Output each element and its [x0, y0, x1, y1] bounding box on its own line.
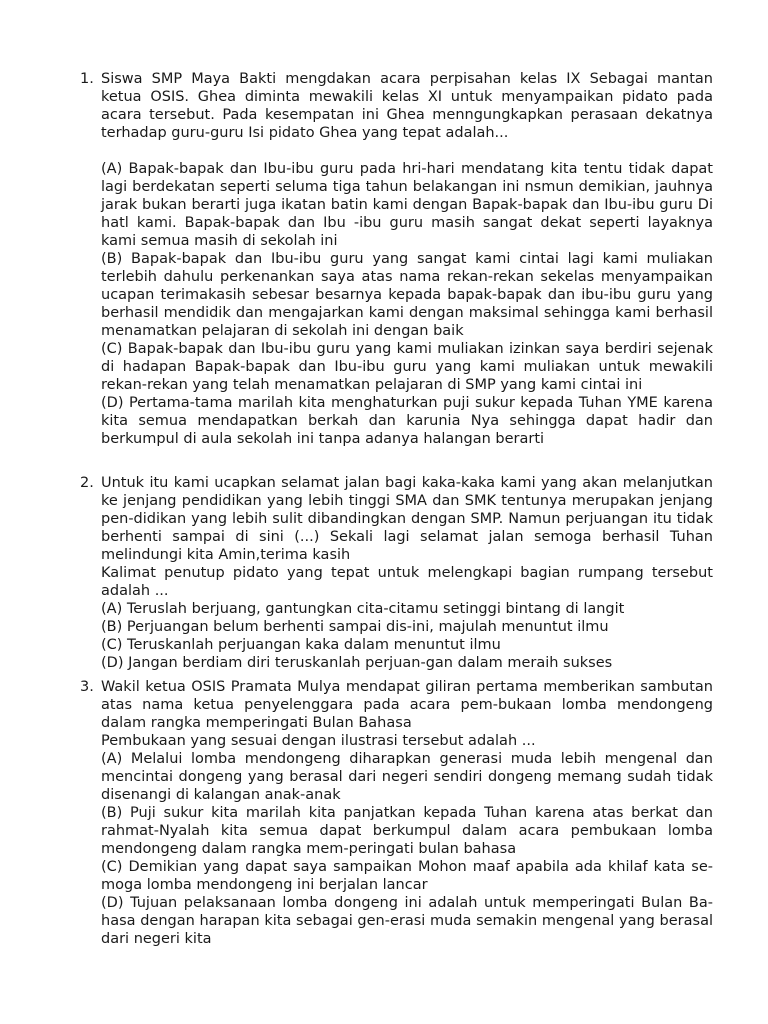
question-number: 1.: [80, 71, 94, 87]
question-number: 2.: [80, 475, 94, 491]
option-d: (D) Pertama-tama marilah kita menghaturkan puji sukur kepada Tuhan YME karena kita semua mendapatkan berkah dan karunia Nya sehingga dapat hadir dan berkumpul di aula sekolah ini tanpa adanya halangan berarti: [101, 395, 713, 447]
option-a: (A) Teruslah berjuang, gantungkan cita-citamu setinggi bintang di langit: [101, 601, 625, 617]
option-c: (C) Bapak-bapak dan Ibu-ibu guru yang kami muliakan izinkan saya berdiri sejenak di hadapan Bapak-bapak dan Ibu-ibu guru yang kami muliakan untuk mewakili rekan-rekan yang telah menamatkan pelajaran di SMP yang kami cintai ini: [101, 341, 713, 393]
question-stem: Untuk itu kami ucapkan selamat jalan bagi kaka-kaka kami yang akan melanjutkan ke jenjang pendidikan yang lebih tinggi SMA dan SMK tentunya merupakan jenjang pen-didikan yang lebih sulit dibandingkan dengan SMP. Namun perjuangan itu tidak berhenti sampai di sini (...) Sekali lagi selamat jalan semoga berhasil Tuhan melindungi kita Amin,terima kasih: [101, 475, 713, 563]
question-body: [101, 70, 713, 448]
question-body: [101, 474, 713, 672]
question-body: [101, 678, 713, 948]
option-b: (B) Perjuangan belum berhenti sampai dis-ini, majulah menuntut ilmu: [101, 619, 609, 635]
option-d: (D) Jangan berdiam diri teruskanlah perjuan-gan dalam meraih sukses: [101, 655, 613, 671]
option-d: (D) Tujuan pelaksanaan lomba dongeng ini adalah untuk memperingati Bulan Ba-hasa dengan harapan kita sebagai gen-erasi muda semakin mengenal yang berasal dari negeri kita: [101, 895, 713, 947]
question-stem: Wakil ketua OSIS Pramata Mulya mendapat giliran pertama memberikan sambutan atas nama ketua penyelenggara pada acara pem-bukaan lomba mendongeng dalam rangka memperingati Bulan Bahasa: [101, 679, 713, 731]
option-c: (C) Demikian yang dapat saya sampaikan Mohon maaf apabila ada khilaf kata se-moga lomba mendongeng ini berjalan lancar: [101, 859, 713, 893]
question-prompt: Kalimat penutup pidato yang tepat untuk melengkapi bagian rumpang tersebut adalah ...: [101, 565, 713, 599]
option-b: (B) Puji sukur kita marilah kita panjatkan kepada Tuhan karena atas berkat dan rahmat-Nyalah kita semua dapat berkumpul dalam acara pembukaan lomba mendongeng dalam rangka mem-peringati bulan bahasa: [101, 805, 713, 857]
option-c: (C) Teruskanlah perjuangan kaka dalam menuntut ilmu: [101, 637, 501, 653]
question-prompt: Pembukaan yang sesuai dengan ilustrasi tersebut adalah ...: [101, 733, 536, 749]
option-b: (B) Bapak-bapak dan Ibu-ibu guru yang sangat kami cintai lagi kami muliakan terlebih dahulu perkenankan saya atas nama rekan-rekan sekelas menyampaikan ucapan terimakasih sebesar besarnya kepada bapak-bapak dan ibu-ibu guru yang berhasil mendidik dan mengajarkan kami dengan maksimal sehingga kami berhasil menamatkan pelajaran di sekolah ini dengan baik: [101, 251, 713, 339]
option-a: (A) Melalui lomba mendongeng diharapkan generasi muda lebih mengenal dan mencintai dongeng yang berasal dari negeri sendiri dongeng memang sudah tidak disenangi di kalangan anak-anak: [101, 751, 713, 803]
question-stem: Siswa SMP Maya Bakti mengdakan acara perpisahan kelas IX Sebagai mantan ketua OSIS. Ghea diminta mewakili kelas XI untuk menyampaikan pidato pada acara tersebut. Pada kesempatan ini Ghea menngungkapkan perasaan dekatnya terhadap guru-guru Isi pidato Ghea yang tepat adalah...: [101, 71, 713, 141]
option-a: (A) Bapak-bapak dan Ibu-ibu guru pada hri-hari mendatang kita tentu tidak dapat lagi berdekatan seperti seluma tiga tahun belakangan ini nsmun demikian, jauhnya jarak bukan berarti juga ikatan batin kami dengan Bapak-bapak dan Ibu-ibu guru Di hatl kami. Bapak-bapak dan Ibu -ibu guru masih sangat dekat seperti layaknya kami semua masih di sekolah ini: [101, 161, 713, 249]
question-number: 3.: [80, 679, 94, 695]
